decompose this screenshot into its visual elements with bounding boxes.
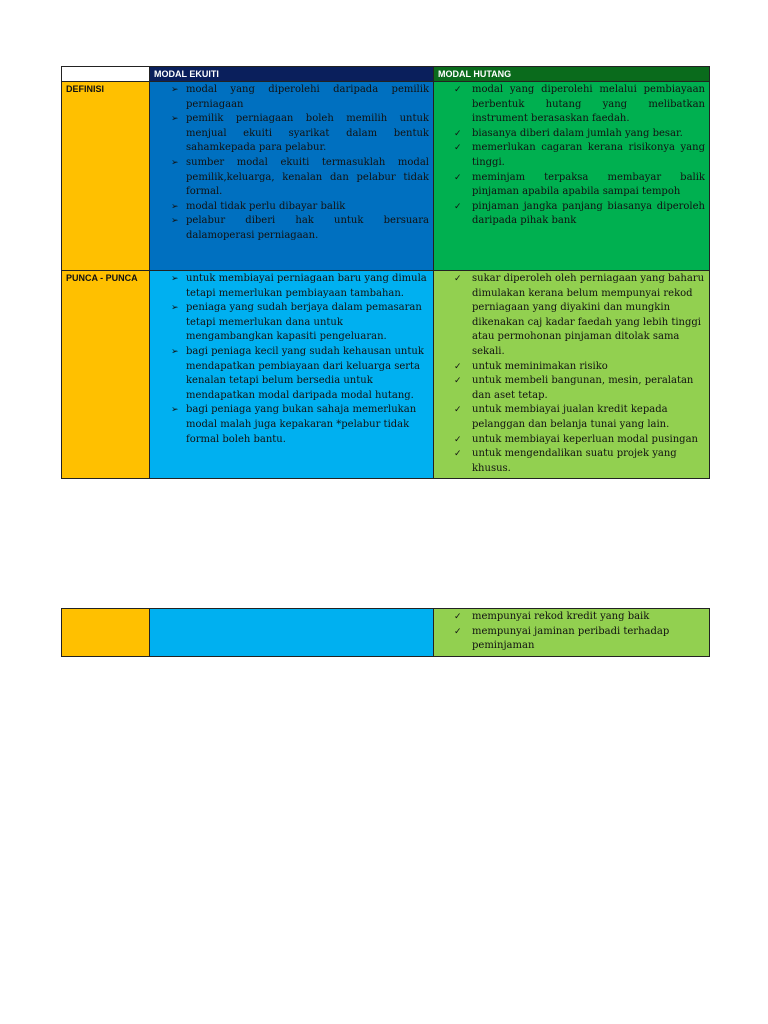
arrowhead-icon: ➢ (171, 216, 179, 227)
list-item-text: bagi peniaga yang bukan sahaja memerlukan modal malah juga kepakaran *pelabur tidak formal boleh bantu. (186, 404, 417, 445)
arrowhead-icon: ➢ (171, 114, 179, 125)
punca-hutang-cell (434, 271, 710, 479)
list-item-text: mempunyai rekod kredit yang baik (472, 611, 650, 622)
list-item (438, 403, 705, 432)
list-item (438, 447, 705, 476)
list-item-text: untuk mengendalikan suatu projek yang khusus. (472, 448, 677, 474)
list-item (154, 272, 429, 301)
list-item-text: modal tidak perlu dibayar balik (186, 200, 346, 212)
list-item (154, 345, 429, 403)
definisi-hutang-list (434, 82, 709, 231)
list-item-text: untuk membiayai jualan kredit kepada pelanggan dan belanja tunai yang lain. (472, 404, 670, 430)
list-item (438, 200, 705, 229)
list-item (438, 171, 705, 200)
list-item (438, 625, 705, 654)
checkmark-icon: ✓ (454, 172, 462, 183)
checkmark-icon: ✓ (454, 434, 462, 445)
definisi-row (62, 82, 710, 271)
definisi-hutang-cell (434, 82, 710, 271)
checkmark-icon: ✓ (454, 128, 462, 139)
list-item (438, 374, 705, 403)
punca-ekuiti-cell (150, 271, 434, 479)
checkmark-icon: ✓ (454, 143, 462, 154)
header-empty-cell (62, 67, 150, 82)
continuation-label-cell (62, 609, 150, 657)
arrowhead-icon: ➢ (171, 201, 179, 212)
list-item (438, 433, 705, 448)
checkmark-icon: ✓ (454, 612, 462, 622)
list-item (438, 272, 705, 360)
list-item (154, 112, 429, 156)
checkmark-icon: ✓ (454, 361, 462, 372)
definisi-ekuiti-cell (150, 82, 434, 271)
checkmark-icon: ✓ (454, 376, 462, 387)
list-item-text: modal yang diperolehi melalui pembiayaan berbentuk hutang yang melibatkan instrument berasaskan faedah. (472, 84, 705, 125)
list-item-text: mempunyai jaminan peribadi terhadap peminjaman (472, 625, 670, 652)
list-item-text: modal yang diperolehi daripada pemilik perniagaan (186, 84, 429, 110)
list-item-text: biasanya diberi dalam jumlah yang besar. (472, 127, 683, 139)
list-item-text: sumber modal ekuiti termasuklah modal pemilik,keluarga, kenalan dan pelabur tidak formal. (186, 156, 429, 198)
continuation-hutang-list (434, 609, 709, 656)
list-item-text: untuk membiayai perniagaan baru yang dimula tetapi memerlukan pembiayaan tambahan. (186, 273, 427, 299)
list-item (154, 83, 429, 112)
list-item-text: meminjam terpaksa membayar balik pinjaman apabila apabila sampai tempoh (472, 171, 705, 198)
checkmark-icon: ✓ (454, 85, 462, 95)
list-item (438, 360, 705, 375)
arrowhead-icon: ➢ (171, 274, 179, 284)
list-item (154, 200, 429, 215)
continuation-hutang-cell (434, 609, 710, 657)
arrowhead-icon: ➢ (171, 157, 179, 168)
punca-ekuiti-list (150, 271, 433, 449)
list-item (154, 156, 429, 200)
checkmark-icon: ✓ (454, 274, 462, 284)
list-item-text: pemilik perniagaan boleh memilih untuk menjual ekuiti syarikat dalam bentuk sahamkepada para pelabur. (186, 113, 429, 154)
arrowhead-icon: ➢ (171, 405, 179, 416)
list-item (438, 127, 705, 142)
list-item (154, 301, 429, 345)
header-modal-ekuiti: MODAL EKUITI (150, 67, 434, 82)
punca-hutang-list (434, 271, 709, 478)
arrowhead-icon: ➢ (171, 85, 179, 95)
list-item-text: pinjaman jangka panjang biasanya diperoleh daripada pihak bank (472, 200, 705, 227)
list-item-text: untuk membeli bangunan, mesin, peralatan dan aset tetap. (472, 375, 694, 401)
list-item-text: peniaga yang sudah berjaya dalam pemasaran tetapi memerlukan dana untuk mengambangkan kapasiti pengeluaran. (186, 302, 422, 343)
list-item (438, 610, 705, 625)
continuation-ekuiti-cell (150, 609, 434, 657)
continuation-row (62, 609, 710, 657)
list-item (438, 141, 705, 170)
header-modal-hutang: MODAL HUTANG (434, 67, 710, 82)
list-item (438, 83, 705, 127)
definisi-ekuiti-list (150, 82, 433, 246)
checkmark-icon: ✓ (454, 405, 462, 416)
list-item-text: memerlukan cagaran kerana risikonya yang tinggi. (472, 142, 705, 168)
row-label-definisi: DEFINISI (62, 82, 150, 271)
list-item-text: pelabur diberi hak untuk bersuara dalamoperasi perniagaan. (186, 215, 429, 241)
list-item-text: untuk meminimakan risiko (472, 360, 608, 372)
continuation-table (61, 608, 710, 657)
header-row (62, 67, 710, 82)
list-item (154, 403, 429, 447)
comparison-table (61, 66, 710, 479)
arrowhead-icon: ➢ (171, 346, 179, 357)
list-item-text: untuk membiayai keperluan modal pusingan (472, 433, 698, 445)
punca-row (62, 271, 710, 479)
list-item-text: sukar diperoleh oleh perniagaan yang baharu dimulakan kerana belum mempunyai rekod perniagaan yang diyakini dan mungkin dikenakan caj kadar faedah yang lebih tinggi atau permohonan pinjaman ditolak sama sekali. (472, 273, 705, 357)
checkmark-icon: ✓ (454, 626, 462, 637)
checkmark-icon: ✓ (454, 201, 462, 212)
list-item-text: bagi peniaga kecil yang sudah kehausan untuk mendapatkan pembiayaan dari keluarga serta kenalan tetapi belum bersedia untuk mendapatkan modal daripada modal hutang. (186, 345, 424, 401)
row-label-punca: PUNCA - PUNCA (62, 271, 150, 479)
checkmark-icon: ✓ (454, 449, 462, 460)
arrowhead-icon: ➢ (171, 303, 179, 314)
list-item (154, 214, 429, 243)
